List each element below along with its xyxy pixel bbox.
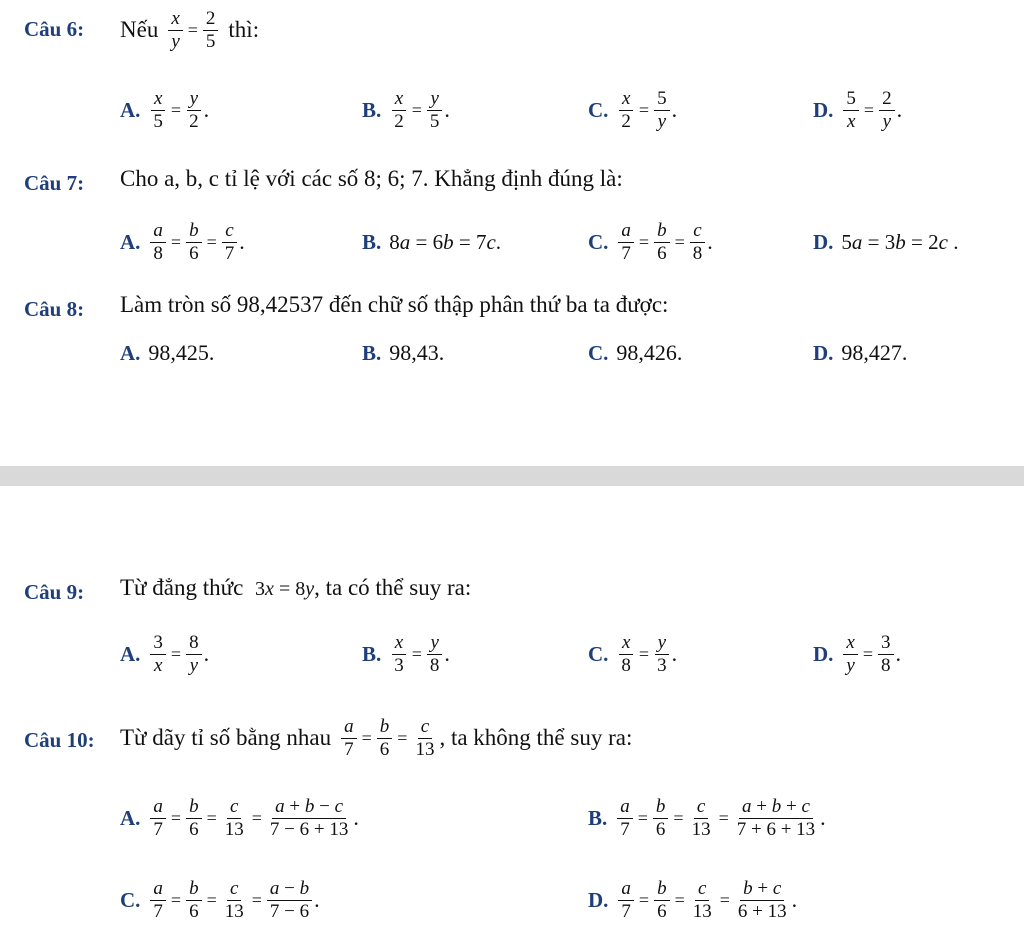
q10-option-b[interactable]: B. $\frac{a}{7}$ = $\frac{b}{6}$ = $\frac{c}{13}$ = $\frac{a + b + c}{7 + 6 + 13}$ . <box>588 795 826 840</box>
q8-option-b[interactable]: B. 98,43. <box>362 340 445 365</box>
question-6-label: Câu 6: <box>24 17 85 41</box>
q9-option-d[interactable]: D. $\frac{x}{y}$ = $\frac{3}{8}$ . <box>813 631 902 676</box>
q8-option-a[interactable]: A. 98,425. <box>120 340 215 365</box>
question-10-label: Câu 10: <box>24 728 95 752</box>
q6-pre: Nếu <box>120 17 159 42</box>
q9-option-c[interactable]: C. $\frac{x}{8}$ = $\frac{y}{3}$ . <box>588 631 678 676</box>
question-7-text: Cho a, b, c tỉ lệ với các số 8; 6; 7. Khẳng định đúng là: <box>120 166 623 191</box>
q7-option-b[interactable]: B. 8a = 6b = 7c. <box>362 229 502 254</box>
q10-option-d[interactable]: D. $\frac{a}{7}$ = $\frac{b}{6}$ = $\frac{c}{13}$ = $\frac{b + c}{6 + 13}$ . <box>588 877 798 922</box>
q9-option-a[interactable]: A. $\frac{3}{x}$ = $\frac{8}{y}$ . <box>120 631 210 676</box>
q6-option-a[interactable]: A. $\frac{x}{5}$ = $\frac{y}{2}$ . <box>120 87 210 132</box>
q6-option-b[interactable]: B. $\frac{x}{2}$ = $\frac{y}{5}$ . <box>362 87 450 132</box>
question-10-text: Từ dãy tỉ số bằng nhau $\frac{a}{7}$ = $\frac{b}{6}$ = $\frac{c}{13}$ , ta không thể suy ra: <box>120 715 633 760</box>
q8-option-d[interactable]: D. 98,427. <box>813 340 908 365</box>
q7-option-c[interactable]: C. $\frac{a}{7}$ = $\frac{b}{6}$ = $\frac{c}{8}$ . <box>588 219 713 264</box>
q6-option-d[interactable]: D. $\frac{5}{x}$ = $\frac{2}{y}$ . <box>813 87 903 132</box>
question-9-text: Từ đẳng thức 3x = 8y, ta có thể suy ra: <box>120 575 472 600</box>
question-8-text: Làm tròn số 98,42537 đến chữ số thập phân thứ ba ta được: <box>120 292 669 317</box>
q7-option-d[interactable]: D. 5a = 3b = 2c . <box>813 229 959 254</box>
page-divider <box>0 466 1024 486</box>
q9-formula: 3x = 8y <box>255 578 315 600</box>
q10-option-a[interactable]: A. $\frac{a}{7}$ = $\frac{b}{6}$ = $\frac{c}{13}$ = $\frac{a + b - c}{7 - 6 + 13}$ . <box>120 795 359 840</box>
q8-option-c[interactable]: C. 98,426. <box>588 340 683 365</box>
question-8-label: Câu 8: <box>24 297 85 321</box>
question-6-text: Nếu $\frac{x}{y}$ = $\frac{2}{5}$ thì: <box>120 7 260 52</box>
q10-option-c[interactable]: C. $\frac{a}{7}$ = $\frac{b}{6}$ = $\frac{c}{13}$ = $\frac{a - b}{7 - 6}$ . <box>120 877 320 922</box>
question-9-label: Câu 9: <box>24 580 85 604</box>
question-7-label: Câu 7: <box>24 171 85 195</box>
q7-option-a[interactable]: A. $\frac{a}{8}$ = $\frac{b}{6}$ = $\frac{c}{7}$ . <box>120 219 245 264</box>
q6-option-c[interactable]: C. $\frac{x}{2}$ = $\frac{5}{y}$ . <box>588 87 678 132</box>
q9-option-b[interactable]: B. $\frac{x}{3}$ = $\frac{y}{8}$ . <box>362 631 450 676</box>
q6-post: thì: <box>228 17 260 42</box>
